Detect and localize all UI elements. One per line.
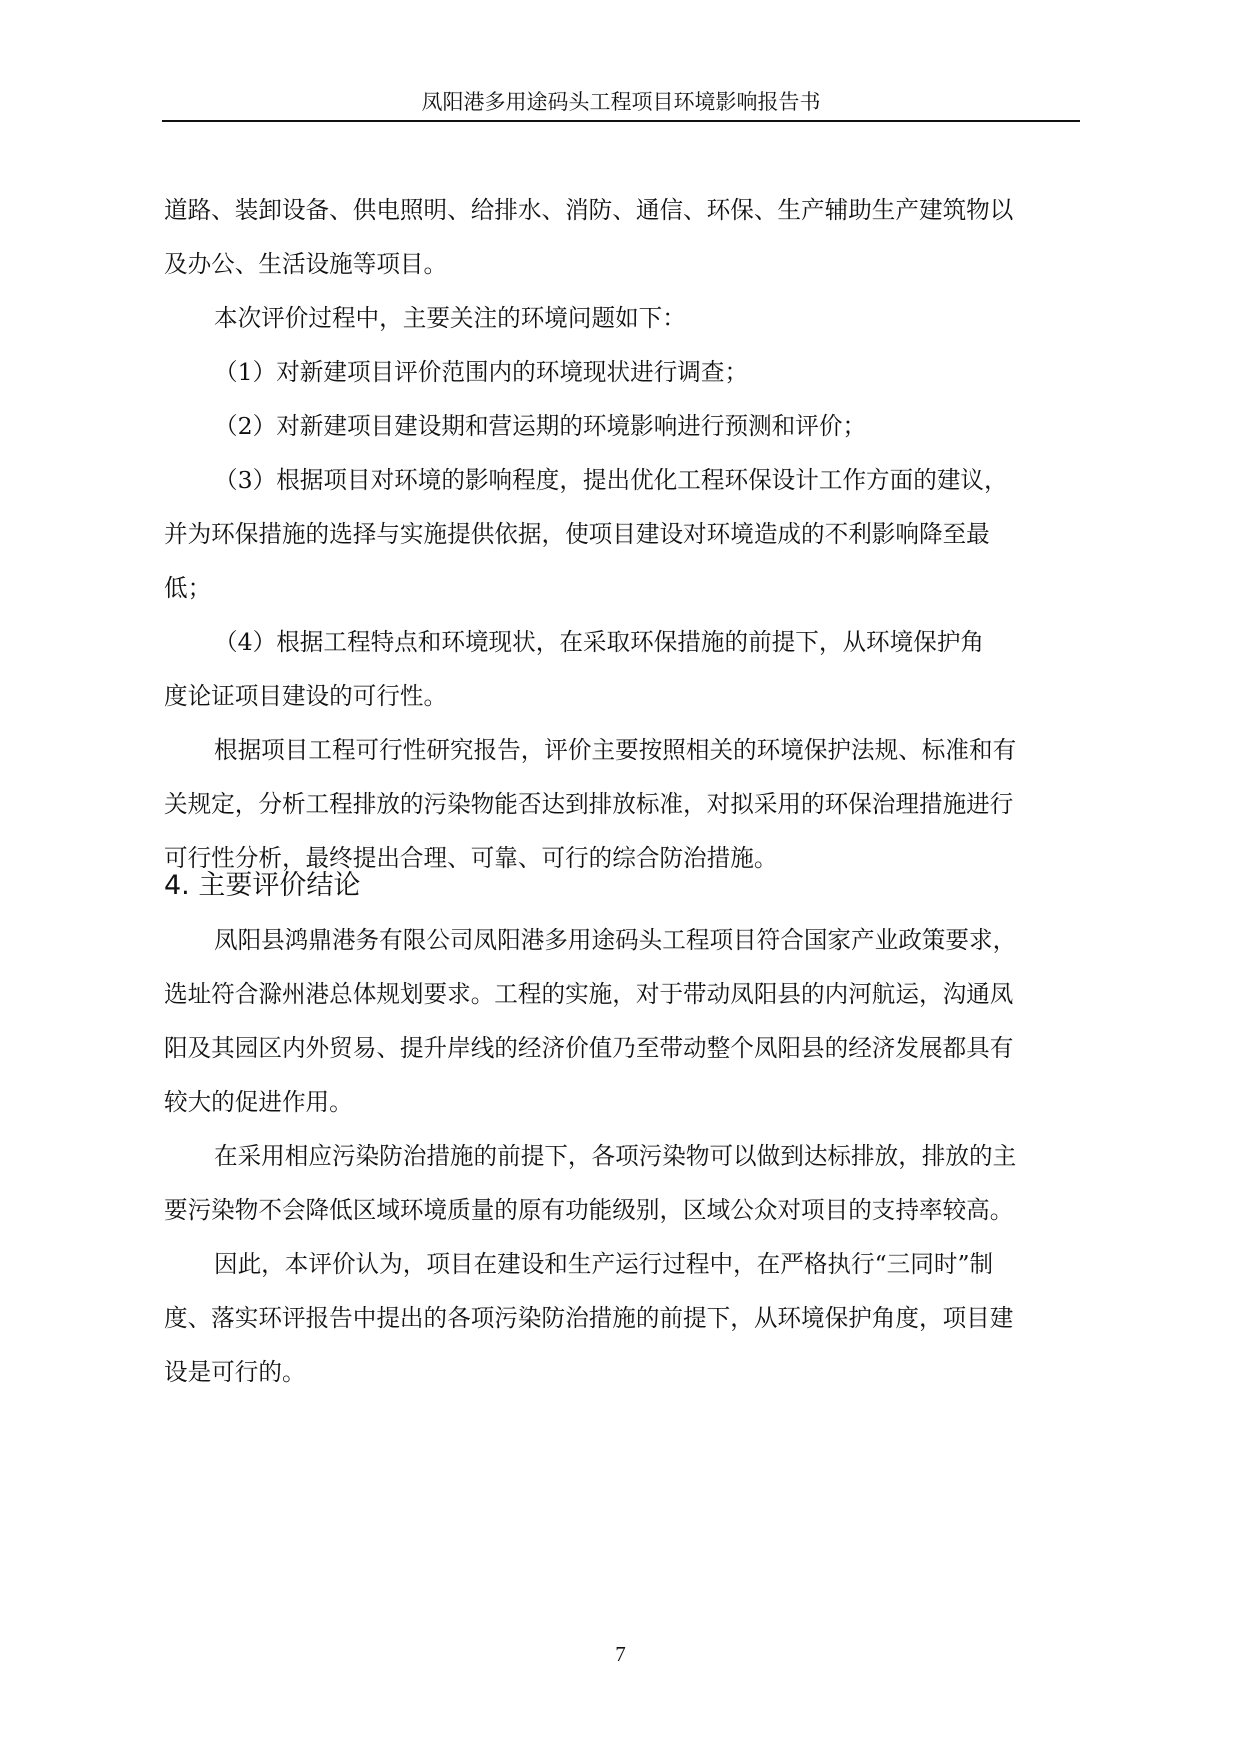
body-line: 度、落实环评报告中提出的各项污染防治措施的前提下，从环境保护角度，项目建 bbox=[164, 1304, 1014, 1332]
header-divider bbox=[162, 120, 1080, 122]
body-line: 要污染物不会降低区域环境质量的原有功能级别，区域公众对项目的支持率较高。 bbox=[164, 1196, 1014, 1224]
body-line: 凤阳县鸿鼎港务有限公司凤阳港多用途码头工程项目符合国家产业政策要求， bbox=[214, 926, 1017, 954]
running-header-title: 凤阳港多用途码头工程项目环境影响报告书 bbox=[421, 90, 821, 114]
body-line: 并为环保措施的选择与实施提供依据，使项目建设对环境造成的不利影响降至最 bbox=[164, 520, 990, 548]
body-line: 因此，本评价认为，项目在建设和生产运行过程中，在严格执行“三同时”制 bbox=[214, 1250, 994, 1278]
page-number: 7 bbox=[615, 1642, 626, 1666]
body-line: 选址符合滁州港总体规划要求。工程的实施，对于带动凤阳县的内河航运，沟通凤 bbox=[164, 980, 1014, 1008]
body-line: 根据项目工程可行性研究报告，评价主要按照相关的环境保护法规、标准和有 bbox=[214, 736, 1017, 764]
body-line: 及办公、生活设施等项目。 bbox=[164, 250, 448, 278]
body-line: 低； bbox=[164, 574, 212, 602]
body-line: 关规定，分析工程排放的污染物能否达到排放标准，对拟采用的环保治理措施进行 bbox=[164, 790, 1014, 818]
section-heading: 4. 主要评价结论 bbox=[164, 870, 361, 901]
body-line: 度论证项目建设的可行性。 bbox=[164, 682, 448, 710]
body-line: 阳及其园区内外贸易、提升岸线的经济价值乃至带动整个凤阳县的经济发展都具有 bbox=[164, 1034, 1014, 1062]
list-item: （1）对新建项目评价范围内的环境现状进行调查； bbox=[214, 358, 749, 386]
list-item: （2）对新建项目建设期和营运期的环境影响进行预测和评价； bbox=[214, 412, 867, 440]
list-item: （3）根据项目对环境的影响程度，提出优化工程环保设计工作方面的建议， bbox=[214, 466, 1008, 494]
list-item: （4）根据工程特点和环境现状，在采取环保措施的前提下，从环境保护角 bbox=[214, 628, 985, 656]
body-line: 较大的促进作用。 bbox=[164, 1088, 353, 1116]
body-line: 道路、装卸设备、供电照明、给排水、消防、通信、环保、生产辅助生产建筑物以 bbox=[164, 196, 1014, 224]
body-line: 设是可行的。 bbox=[164, 1358, 306, 1386]
body-line: 可行性分析，最终提出合理、可靠、可行的综合防治措施。 bbox=[164, 844, 778, 872]
body-line: 在采用相应污染防治措施的前提下，各项污染物可以做到达标排放，排放的主 bbox=[214, 1142, 1017, 1170]
body-line: 本次评价过程中，主要关注的环境问题如下： bbox=[214, 304, 686, 332]
